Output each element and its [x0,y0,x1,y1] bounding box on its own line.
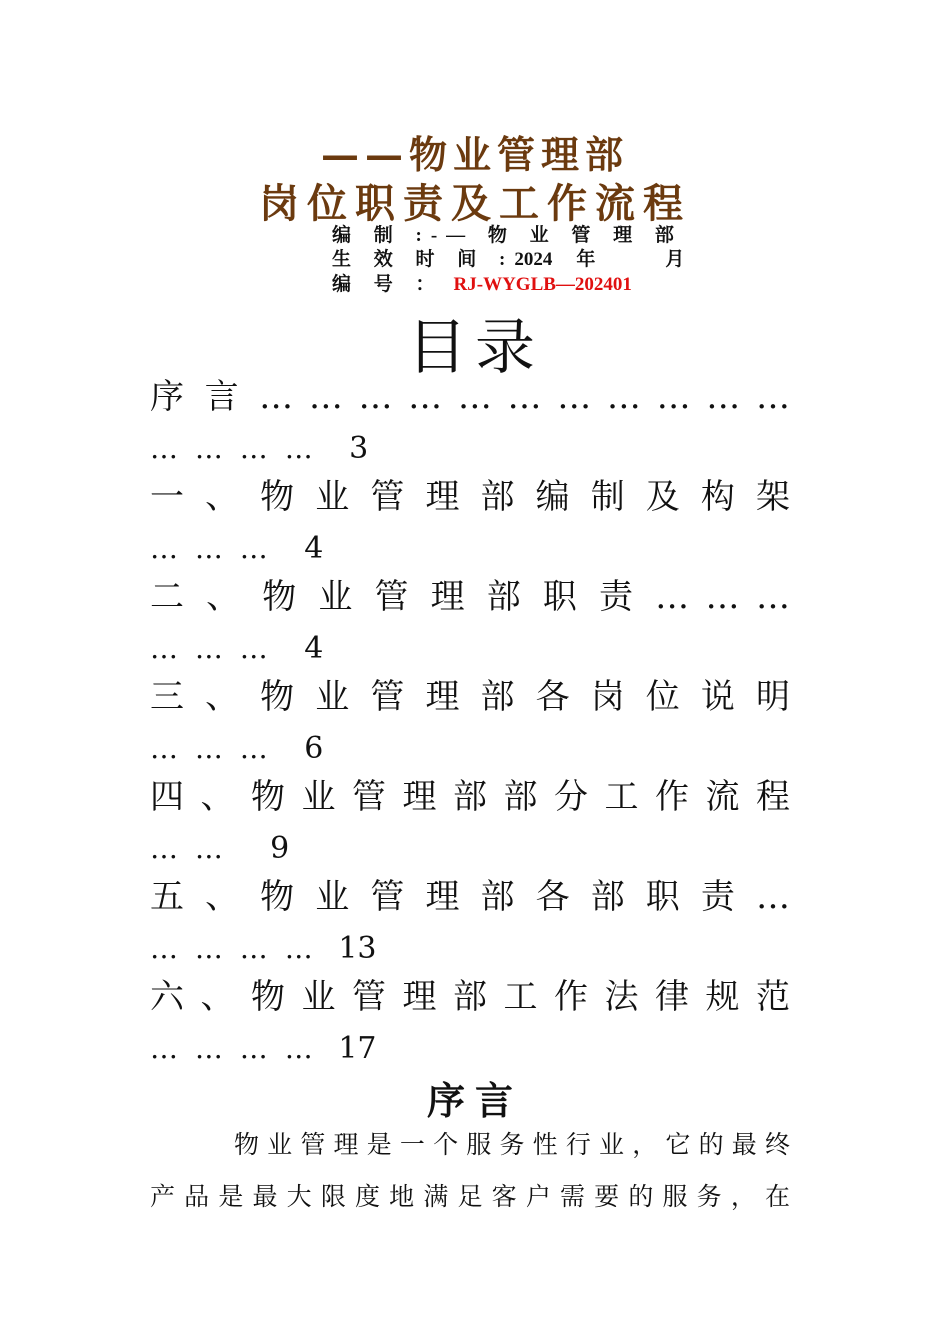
document-number-row [332,273,632,297]
toc-entry-preface-page[interactable] [150,422,790,472]
toc-page-number: 9 [270,831,290,866]
document-title-line2: 岗位职责及工作流程 [259,180,691,227]
toc-entry-1-page[interactable] [150,522,790,572]
effective-year-unit: 年 [576,249,596,270]
toc-leader-dots: … … … … [150,1032,317,1065]
toc-title: 目录 [407,313,543,383]
toc-entry-2[interactable]: 二 、 物 业 管 理 部 职 责 … … … [150,577,790,617]
compiled-by-row [332,224,683,248]
document-title-line1: ——物业管理部 [320,132,629,177]
toc-entry-6[interactable]: 六 、 物 业 管 理 部 工 作 法 律 规 范 [150,977,790,1017]
toc-entry-2-page[interactable] [150,622,790,672]
toc-entry-4[interactable]: 四 、 物 业 管 理 部 部 分 工 作 流 程 [150,777,790,817]
toc-entry-5[interactable]: 五 、 物 业 管 理 部 各 部 职 责 … [150,877,790,917]
toc-entry-1[interactable]: 一 、 物 业 管 理 部 编 制 及 构 架 [150,477,790,517]
effective-date-label: 生 效 时 间 : [332,249,515,270]
document-number-value: RJ-WYGLB—202401 [453,274,632,295]
effective-month-unit: 月 [665,249,685,270]
toc-page-number: 6 [304,731,324,766]
toc-leader-dots: … … … [150,632,272,665]
toc-entry-3-page[interactable] [150,722,790,772]
toc-page-number: 13 [338,931,377,966]
toc-entry-6-page[interactable] [150,1022,790,1072]
toc-entry-4-page[interactable] [150,822,790,872]
toc-page-number: 4 [304,531,324,566]
toc-leader-dots: … … [150,832,227,865]
toc-page-number: 4 [304,631,324,666]
toc-page-number: 3 [349,431,369,466]
toc-entry-5-page[interactable] [150,922,790,972]
toc-entry-preface[interactable]: 序 言 … … … … … … … … … … … [150,377,790,417]
preface-paragraph-line1: 物业管理是一个服务性行业，它的最终 [234,1130,796,1159]
toc-page-number: 17 [338,1031,377,1066]
toc-leader-dots: … … … [150,532,272,565]
toc-leader-dots: … … … [150,732,272,765]
effective-date-row [332,248,684,272]
toc-leader-dots: … … … … [150,932,317,965]
preface-heading: 序言 [426,1078,523,1123]
document-number-label: 编 号 ： [332,274,444,295]
toc-entry-3[interactable]: 三 、 物 业 管 理 部 各 岗 位 说 明 [150,677,790,717]
toc-leader-dots: … … … … [150,432,317,465]
effective-year: 2024 [514,249,553,270]
preface-paragraph-line2: 产品是最大限度地满足客户需要的服务，在 [150,1182,796,1211]
compiled-by-value: -— 物 业 管 理 部 [430,225,683,246]
compiled-by-label: 编 制 : [332,225,431,246]
